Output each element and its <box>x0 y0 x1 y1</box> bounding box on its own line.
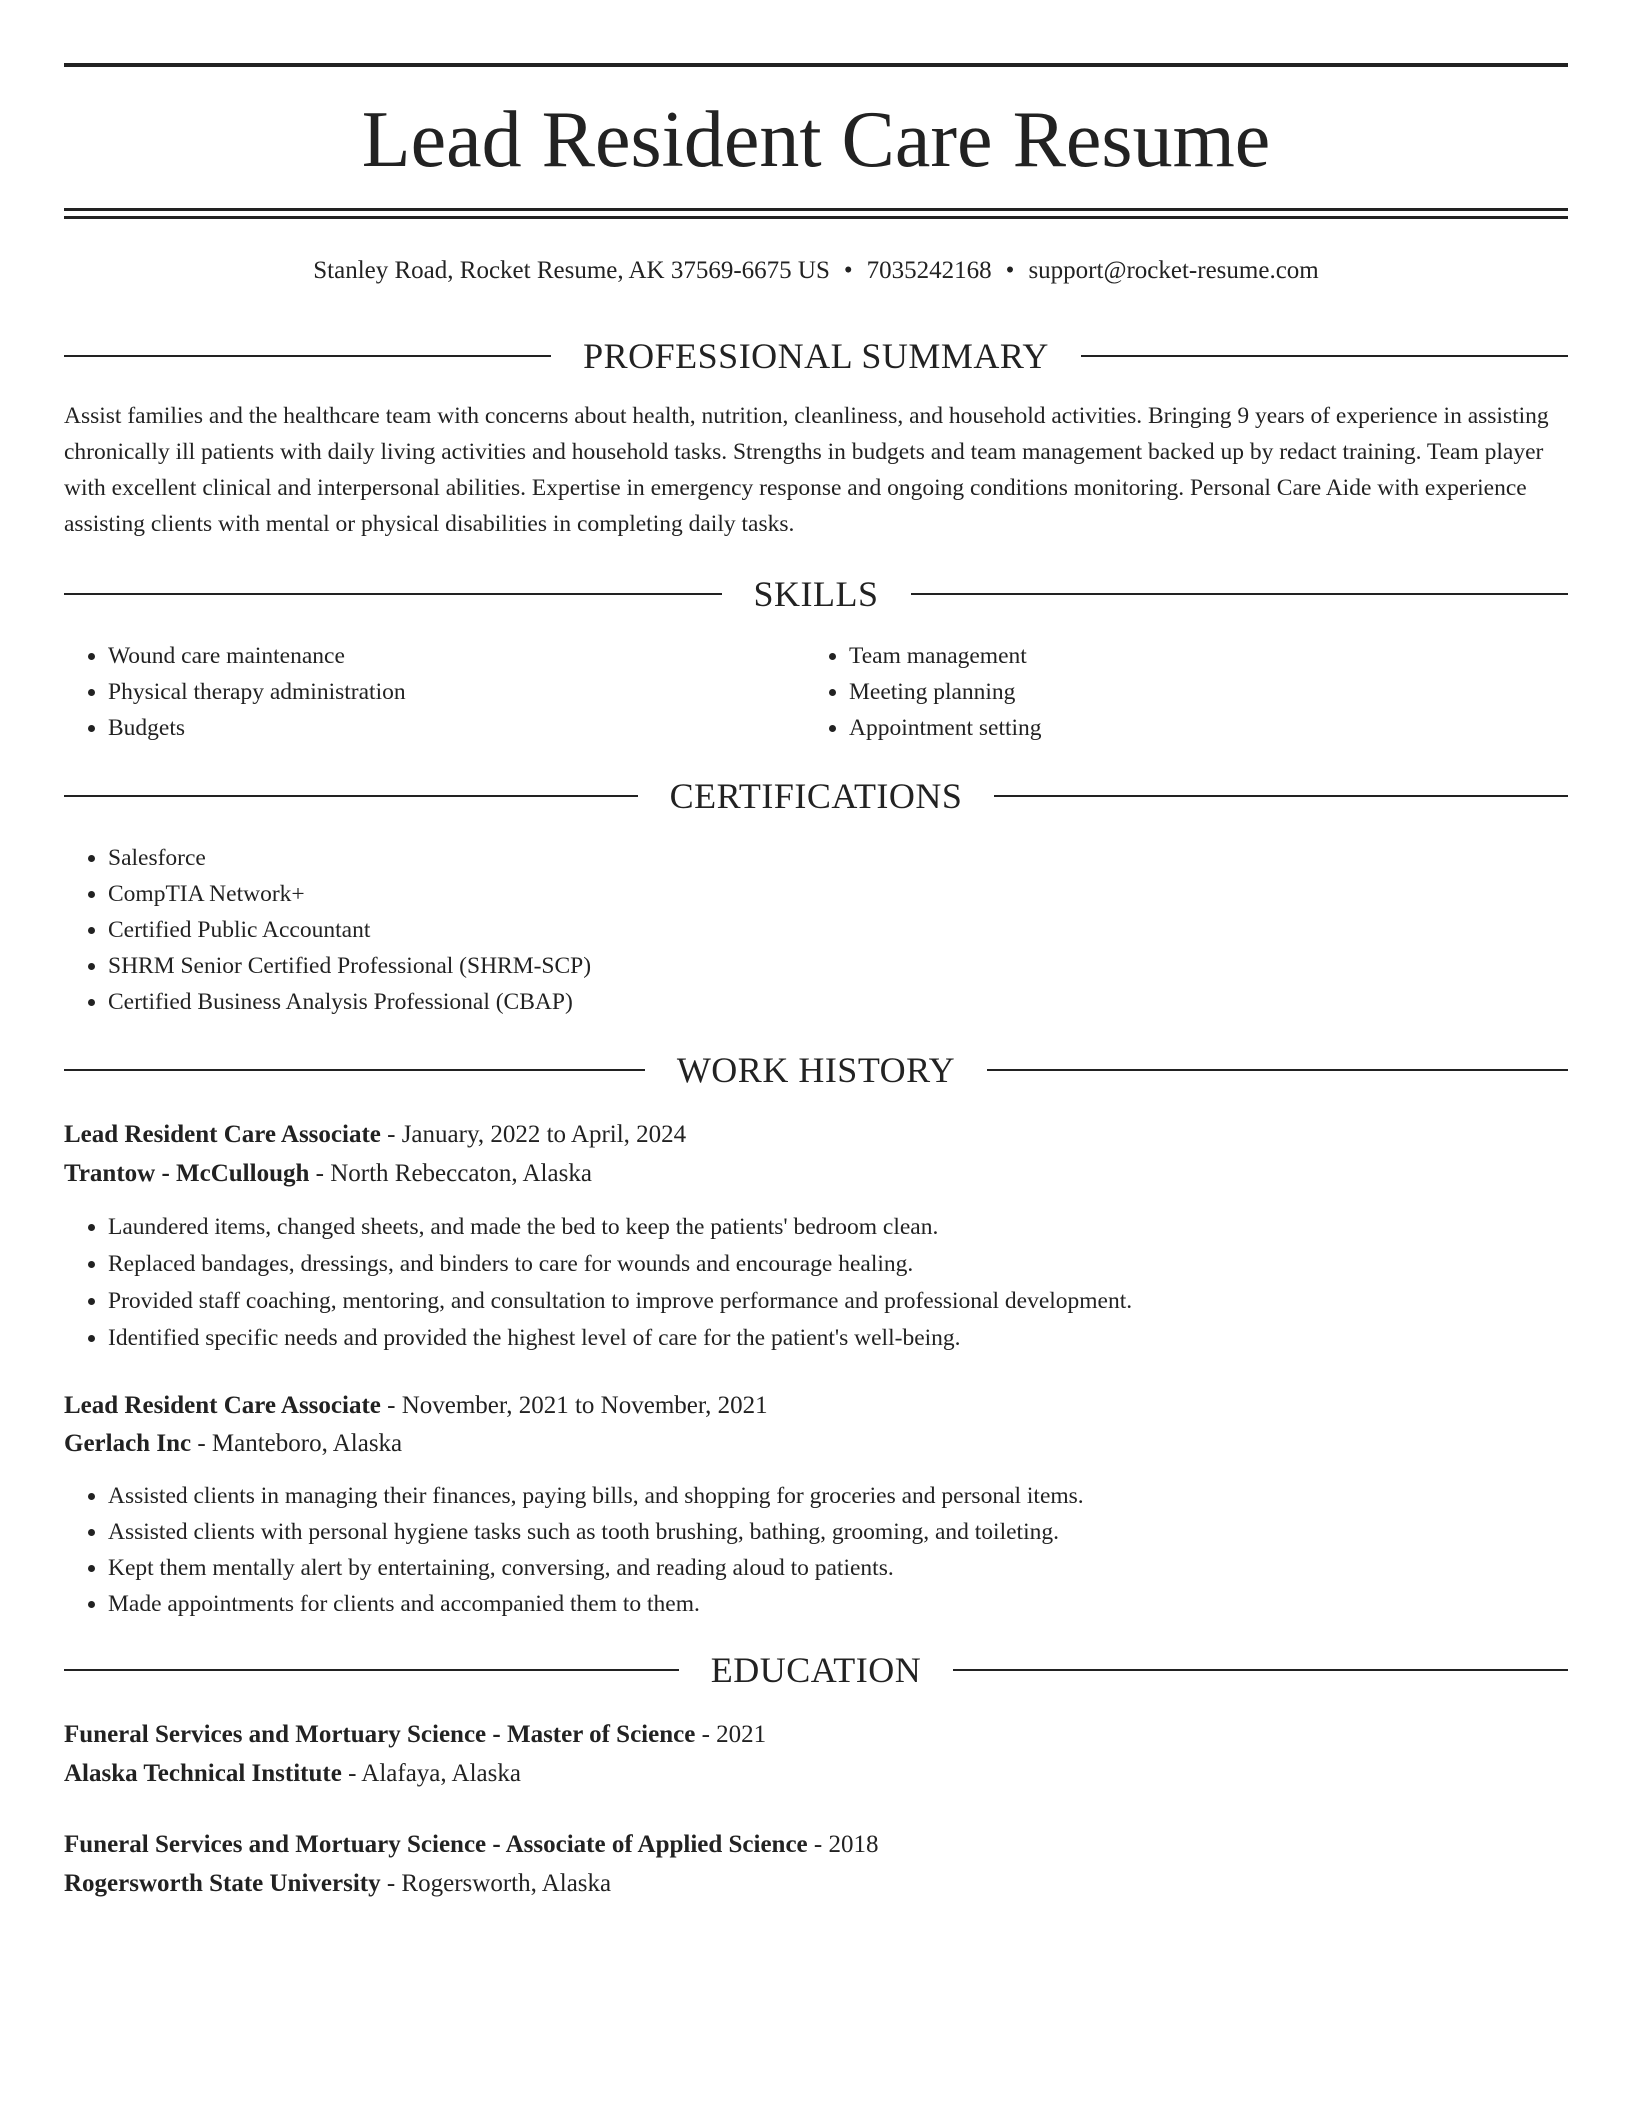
job-title: Lead Resident Care Associate <box>64 1121 381 1148</box>
heading-rule-left <box>64 795 638 797</box>
education-school-line <box>64 1757 1568 1791</box>
certifications-heading-label: CERTIFICATIONS <box>669 776 963 816</box>
title-rule-lower <box>64 216 1568 219</box>
contact-phone: 7035242168 <box>866 257 992 284</box>
education-school: Alaska Technical Institute <box>64 1760 342 1787</box>
contact-address: Stanley Road, Rocket Resume, AK 37569-6675 US <box>313 257 830 284</box>
summary-heading <box>64 334 1568 378</box>
heading-rule-right <box>1081 355 1568 357</box>
education-school-line <box>64 1867 1568 1901</box>
top-rule <box>64 63 1568 67</box>
job-bullet: • Replaced bandages, dressings, and binders to care for wounds and encourage healing. <box>108 1246 1568 1283</box>
job-bullets <box>64 1478 1568 1622</box>
certification-item: • Certified Public Accountant <box>108 912 1508 948</box>
education-degree: Funeral Services and Mortuary Science - Associate of Applied Science <box>64 1831 808 1858</box>
education-location: - Alafaya, Alaska <box>341 1760 521 1787</box>
job-dates: - November, 2021 to November, 2021 <box>380 1392 768 1419</box>
job-bullet: • Identified specific needs and provided the highest level of care for the patient's well-being. <box>108 1320 1568 1357</box>
title-rule-upper <box>64 208 1568 211</box>
contact-separator: • <box>843 257 853 284</box>
certification-item: • Certified Business Analysis Professional (CBAP) <box>108 984 1508 1020</box>
job-company-line <box>64 1157 1568 1191</box>
skill-item: • Budgets <box>108 710 788 746</box>
skill-item: • Physical therapy administration <box>108 674 788 710</box>
job-bullets <box>64 1209 1568 1357</box>
heading-rule-left <box>64 1669 679 1671</box>
heading-rule-left <box>64 355 551 357</box>
job-location: - Manteboro, Alaska <box>191 1430 403 1457</box>
heading-rule-left <box>64 593 722 595</box>
certifications-list <box>64 840 1508 1020</box>
job-bullet: • Made appointments for clients and accompanied them to them. <box>108 1586 1568 1622</box>
job-bullet: • Laundered items, changed sheets, and made the bed to keep the patients' bedroom clean. <box>108 1209 1568 1246</box>
job-company: Gerlach Inc <box>64 1430 192 1457</box>
education-year: - 2018 <box>807 1831 879 1858</box>
education-degree-line <box>64 1718 1568 1752</box>
job-company: Trantow - McCullough <box>64 1160 310 1187</box>
certification-item: • CompTIA Network+ <box>108 876 1508 912</box>
skill-item: • Team management <box>849 638 1549 674</box>
job-bullet: • Kept them mentally alert by entertaining, conversing, and reading aloud to patients. <box>108 1550 1568 1586</box>
job-bullet: • Provided staff coaching, mentoring, and consultation to improve performance and professional development. <box>108 1283 1568 1320</box>
contact-line <box>64 255 1568 287</box>
job-location: - North Rebeccaton, Alaska <box>309 1160 592 1187</box>
job-title: Lead Resident Care Associate <box>64 1392 381 1419</box>
job-title-line <box>64 1389 1568 1423</box>
certifications-heading <box>64 774 1568 818</box>
resume-title: Lead Resident Care Resume <box>361 96 1271 184</box>
summary-heading-label: PROFESSIONAL SUMMARY <box>583 336 1049 376</box>
heading-rule-right <box>911 593 1569 595</box>
heading-rule-right <box>987 1069 1568 1071</box>
education-degree: Funeral Services and Mortuary Science - Master of Science <box>64 1721 696 1748</box>
education-school: Rogersworth State University <box>64 1870 381 1897</box>
skills-heading-label: SKILLS <box>753 574 879 614</box>
skills-heading <box>64 572 1568 616</box>
work-heading-label: WORK HISTORY <box>676 1050 956 1090</box>
summary-text: Assist families and the healthcare team with concerns about health, nutrition, cleanliness, and household activities. Bringing 9 years of experience in assisting chronically ill patients with daily living activities and household tasks. Strengths in budgets and team management backed up by redact training. Team player with excellent clinical and interpersonal abilities. Expertise in emergency response and ongoing conditions monitoring. Personal Care Aide with experience assisting clients with mental or physical disabilities in completing daily tasks. <box>64 403 1549 537</box>
contact-separator: • <box>1005 257 1015 284</box>
skill-item: • Wound care maintenance <box>108 638 788 674</box>
skill-item: • Meeting planning <box>849 674 1549 710</box>
work-heading <box>64 1048 1568 1092</box>
skills-list-left <box>64 638 788 746</box>
skills-list-right <box>805 638 1549 746</box>
education-heading-label: EDUCATION <box>710 1650 922 1690</box>
heading-rule-left <box>64 1069 645 1071</box>
skill-item: • Appointment setting <box>849 710 1549 746</box>
heading-rule-right <box>994 795 1568 797</box>
job-bullet: • Assisted clients with personal hygiene tasks such as tooth brushing, bathing, grooming, and toileting. <box>108 1514 1568 1550</box>
education-degree-line <box>64 1828 1568 1862</box>
certification-item: • Salesforce <box>108 840 1508 876</box>
education-location: - Rogersworth, Alaska <box>380 1870 612 1897</box>
job-dates: - January, 2022 to April, 2024 <box>380 1121 687 1148</box>
job-company-line <box>64 1427 1568 1461</box>
education-heading <box>64 1648 1568 1692</box>
heading-rule-right <box>953 1669 1568 1671</box>
contact-email: support@rocket-resume.com <box>1028 257 1319 284</box>
job-bullet: • Assisted clients in managing their finances, paying bills, and shopping for groceries and personal items. <box>108 1478 1568 1514</box>
education-year: - 2021 <box>695 1721 767 1748</box>
job-title-line <box>64 1118 1568 1152</box>
certification-item: • SHRM Senior Certified Professional (SHRM-SCP) <box>108 948 1508 984</box>
